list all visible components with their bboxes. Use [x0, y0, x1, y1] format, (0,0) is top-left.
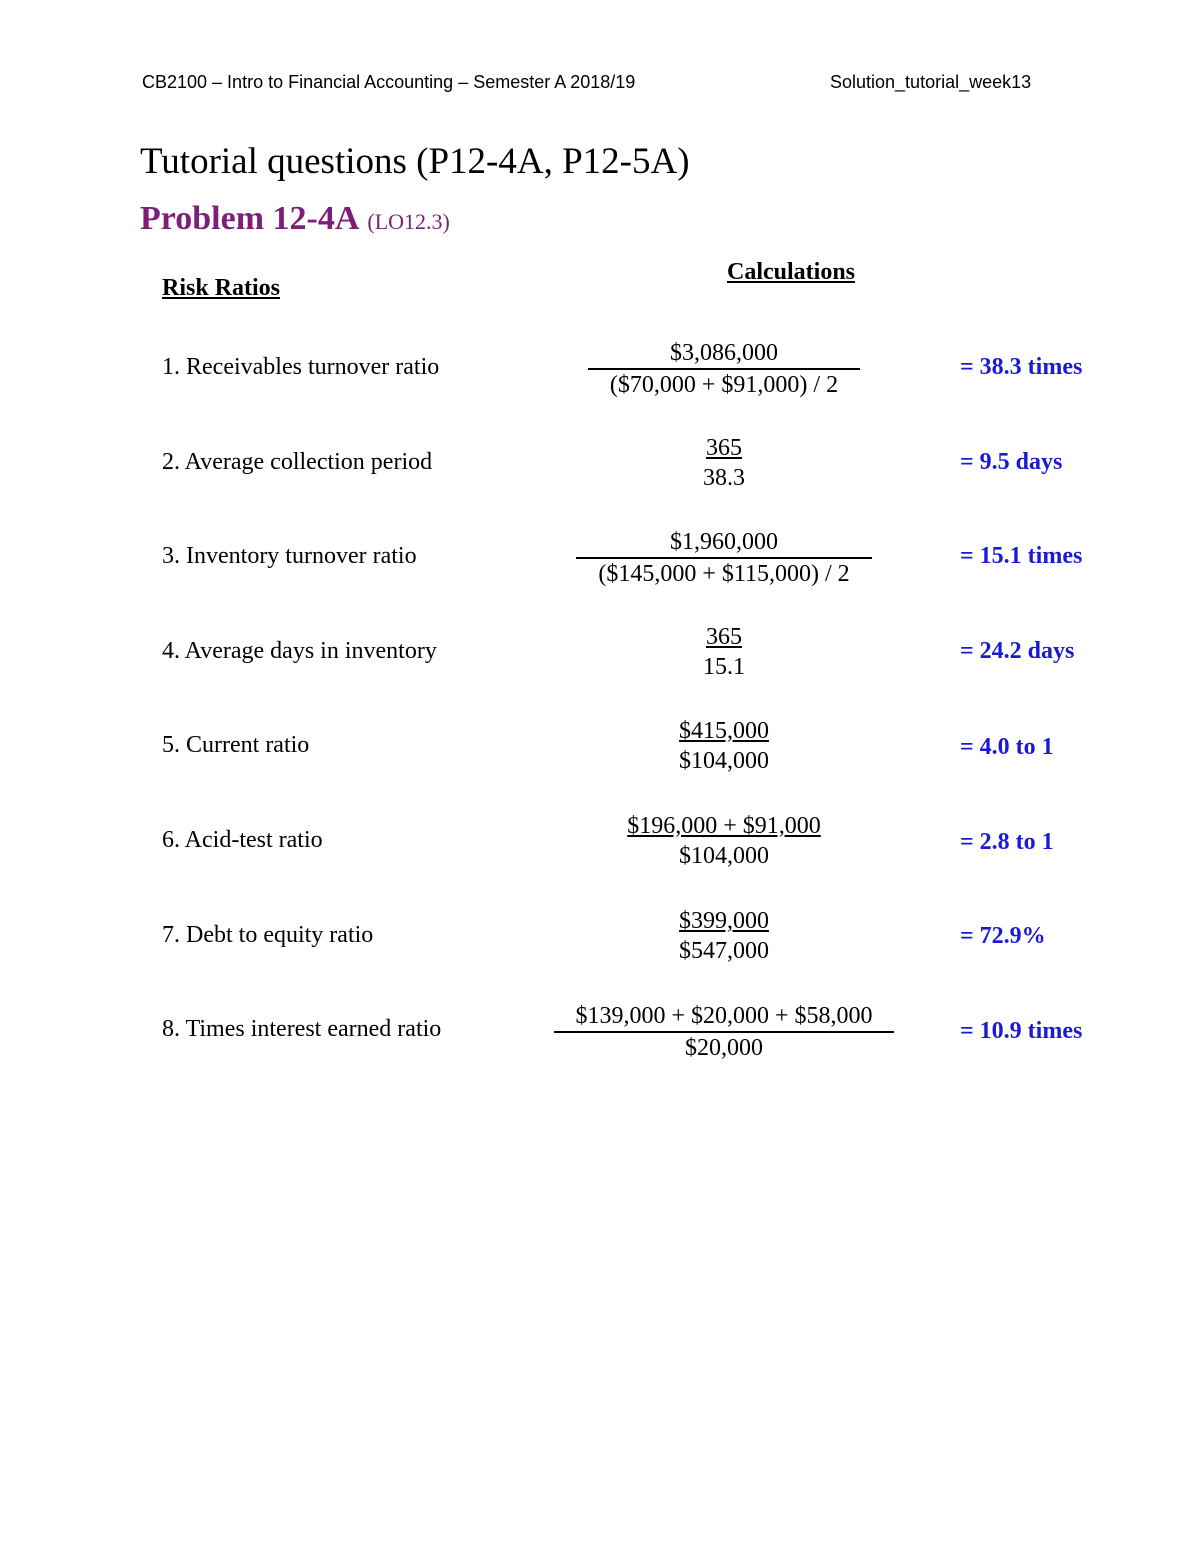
- ratio-label: 4. Average days in inventory: [162, 638, 437, 664]
- fraction-denominator: 15.1: [703, 654, 745, 680]
- ratio-fraction: [627, 811, 821, 871]
- fraction-numerator: $3,086,000: [670, 340, 778, 366]
- ratio-result: = 38.3 times: [960, 354, 1083, 380]
- fraction-denominator: $104,000: [679, 748, 769, 774]
- ratio-result: = 4.0 to 1: [960, 734, 1054, 760]
- fraction-denominator: 38.3: [703, 465, 745, 491]
- fraction-numerator: $139,000 + $20,000 + $58,000: [575, 1003, 873, 1029]
- fraction-numerator: $196,000 + $91,000: [627, 813, 821, 839]
- fraction-numerator: 365: [706, 435, 742, 461]
- fraction-denominator: ($70,000 + $91,000) / 2: [609, 372, 839, 398]
- ratio-fraction: [679, 906, 769, 966]
- ratio-result: = 2.8 to 1: [960, 829, 1054, 855]
- ratio-result: = 24.2 days: [960, 638, 1075, 664]
- ratio-label: 1. Receivables turnover ratio: [162, 354, 440, 380]
- ratio-fraction: [679, 716, 769, 776]
- fraction-numerator: $399,000: [679, 908, 769, 934]
- fraction-denominator: ($145,000 + $115,000) / 2: [598, 561, 850, 587]
- header-file: Solution_tutorial_week13: [830, 72, 1032, 92]
- ratio-result: = 9.5 days: [960, 449, 1063, 475]
- page-title: Tutorial questions (P12-4A, P12-5A): [140, 141, 690, 182]
- ratio-label: 2. Average collection period: [162, 449, 433, 475]
- ratio-label: 8. Times interest earned ratio: [162, 1016, 442, 1042]
- fraction-numerator: 365: [706, 624, 742, 650]
- fraction-denominator: $20,000: [685, 1035, 763, 1061]
- ratio-result: = 72.9%: [960, 923, 1046, 949]
- ratio-result: = 15.1 times: [960, 543, 1083, 569]
- risk-ratios-heading: Risk Ratios: [162, 275, 281, 301]
- calculations-heading: Calculations: [727, 259, 856, 285]
- problem-lo: (LO12.3): [367, 209, 450, 234]
- ratio-label: 6. Acid-test ratio: [162, 827, 323, 853]
- fraction-denominator: $547,000: [679, 938, 769, 964]
- problem-heading: [140, 200, 450, 238]
- ratio-label: 7. Debt to equity ratio: [162, 922, 374, 948]
- fraction-numerator: $415,000: [679, 718, 769, 744]
- problem-label: Problem 12-4A: [140, 200, 360, 237]
- ratio-fraction: [703, 433, 745, 493]
- fraction-denominator: $104,000: [678, 843, 769, 869]
- ratio-fraction: [703, 622, 745, 682]
- ratio-result: = 10.9 times: [960, 1018, 1083, 1044]
- header-course: CB2100 – Intro to Financial Accounting – Semester A 2018/19: [142, 72, 636, 92]
- ratio-label: 5. Current ratio: [162, 732, 310, 758]
- fraction-numerator: $1,960,000: [670, 529, 778, 555]
- ratio-fraction: [588, 338, 860, 400]
- ratio-fraction: [554, 1001, 894, 1063]
- ratio-fraction: [576, 527, 872, 589]
- ratio-label: 3. Inventory turnover ratio: [162, 543, 417, 569]
